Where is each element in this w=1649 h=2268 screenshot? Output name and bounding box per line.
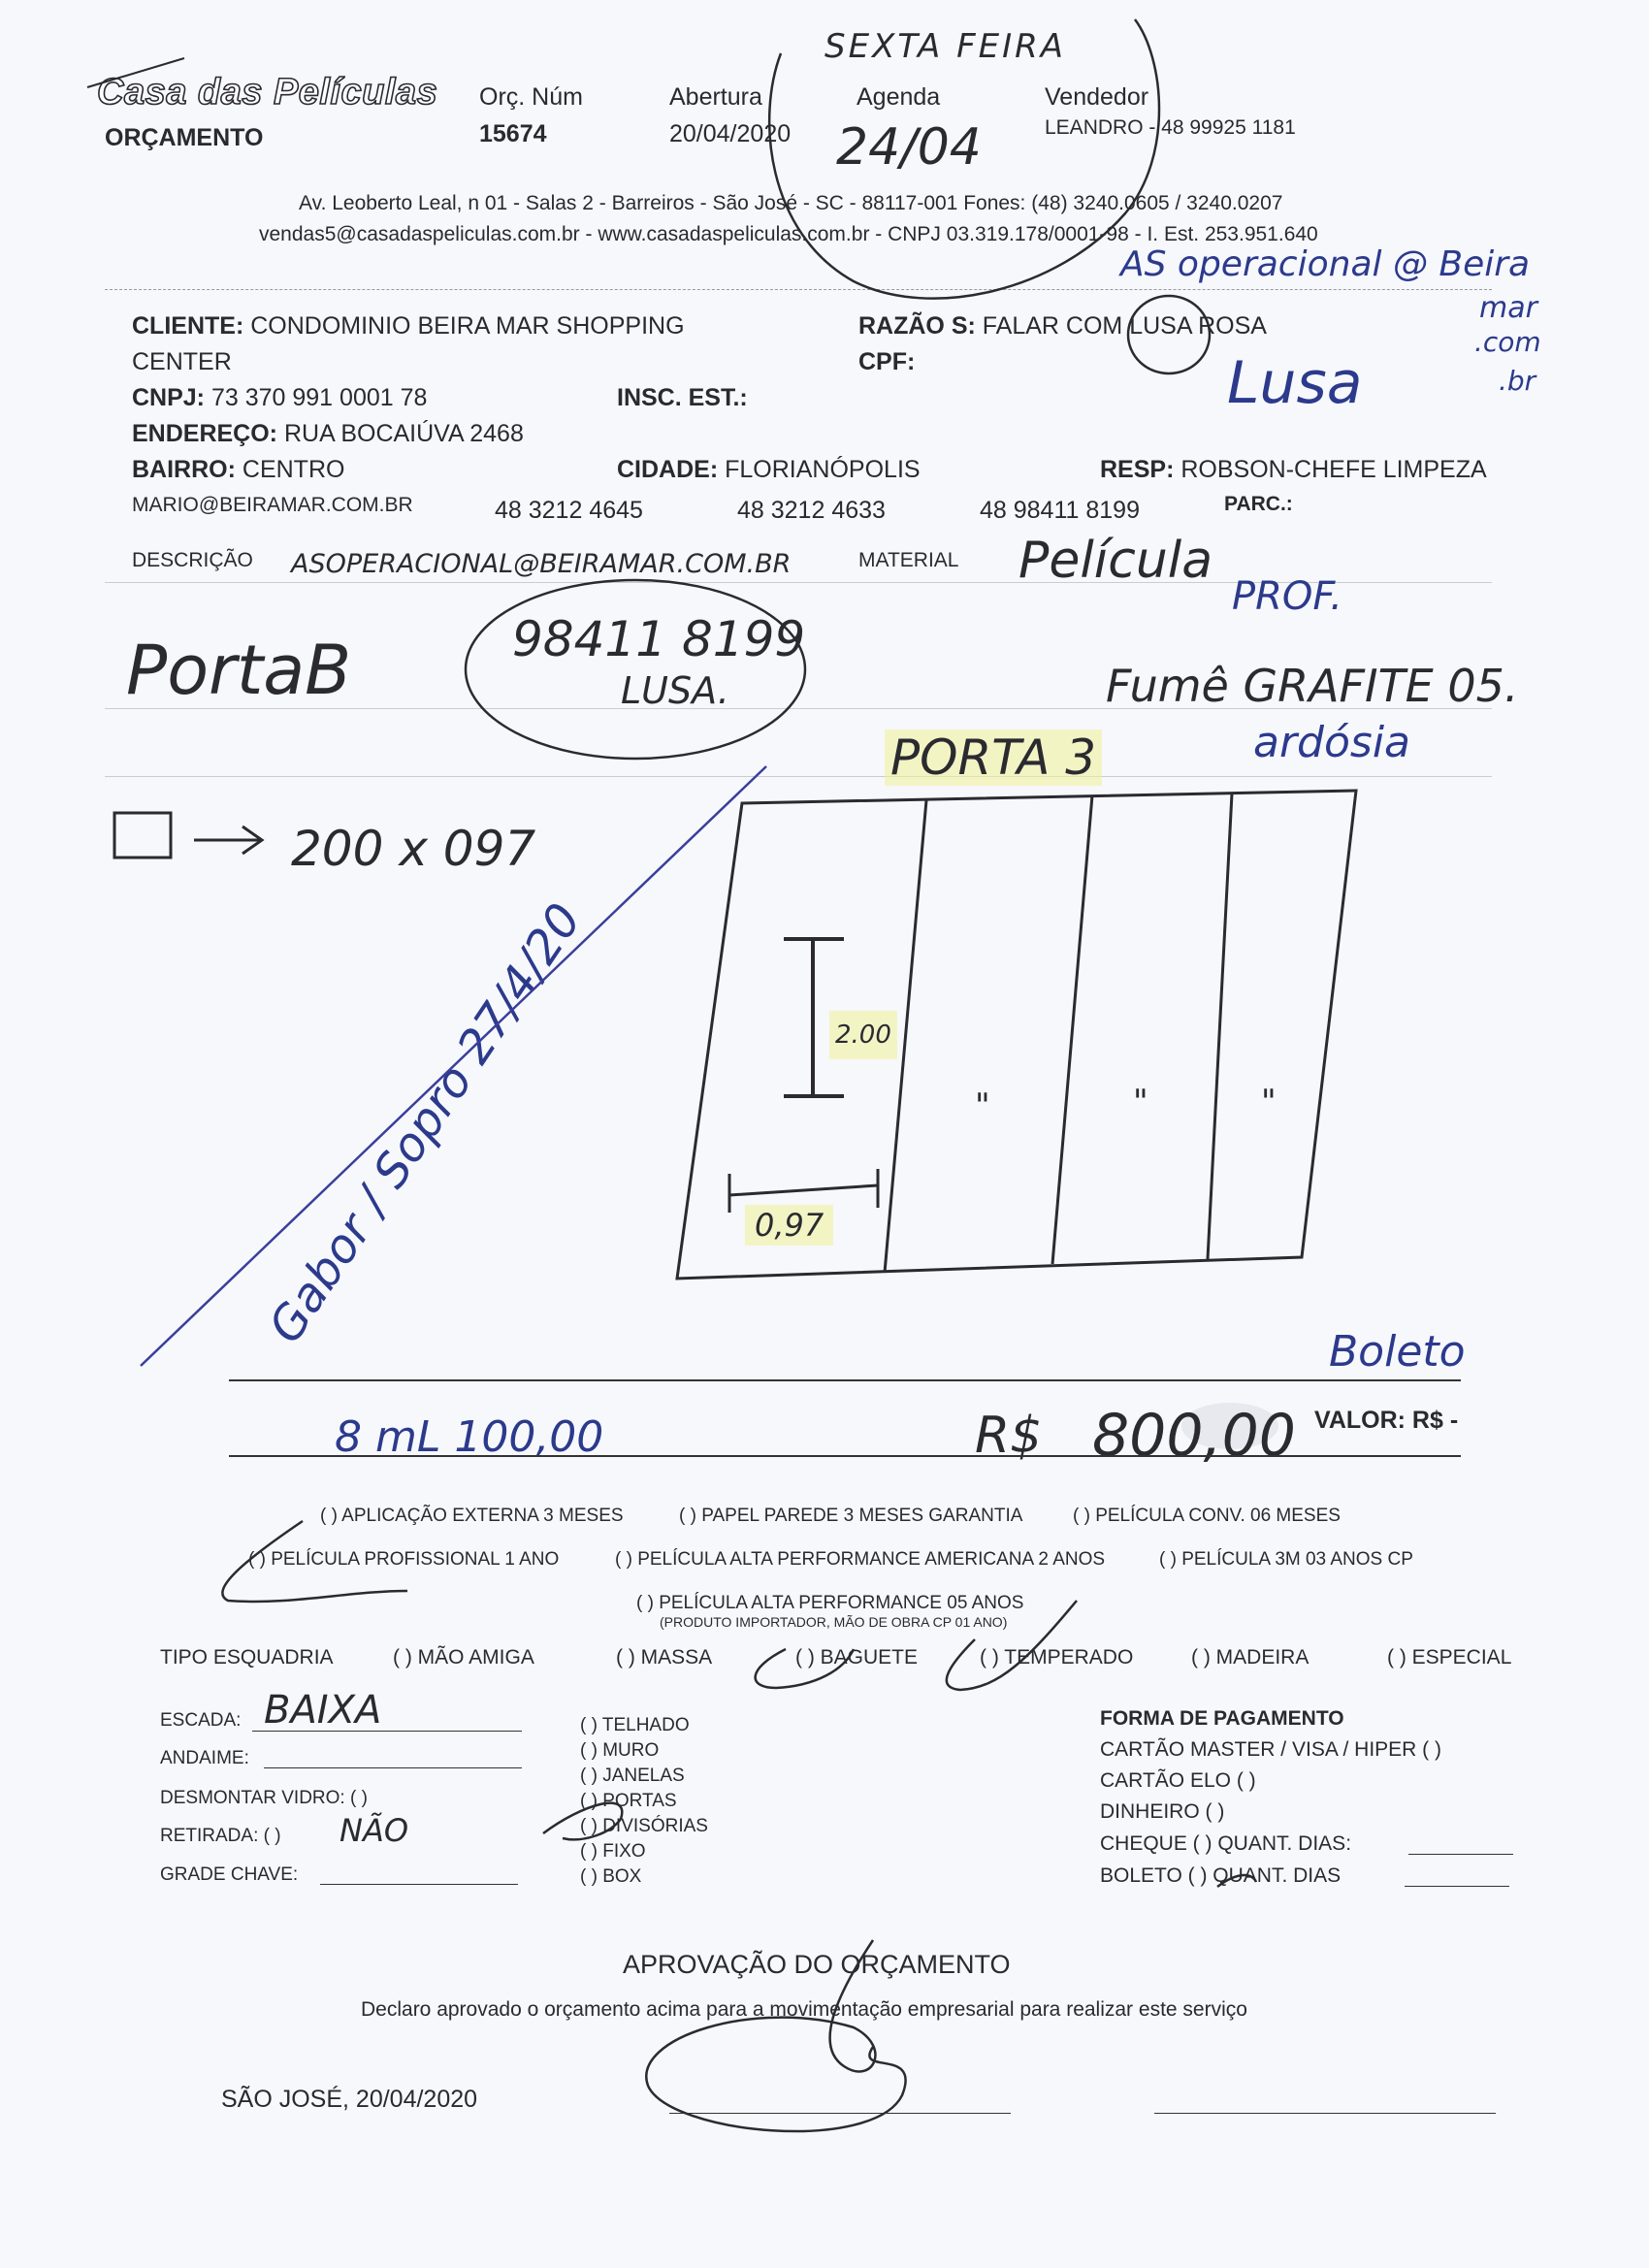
agenda-value: 24/04 bbox=[836, 118, 982, 177]
esquadria-especial[interactable]: ( ) ESPECIAL bbox=[1387, 1646, 1512, 1669]
hw-email-note-4: .br bbox=[1499, 365, 1536, 397]
hw-lusa: Lusa bbox=[1227, 349, 1363, 417]
hw-diagonal-note: Gabor / Sopro 27/4/20 bbox=[258, 893, 593, 1353]
hw-prof: PROF. bbox=[1232, 574, 1342, 619]
local-janelas[interactable]: ( ) JANELAS bbox=[580, 1766, 685, 1786]
hw-porta-b: PortaB bbox=[126, 631, 352, 710]
hw-ditto-2: " bbox=[1133, 1083, 1148, 1121]
material-label: MATERIAL bbox=[858, 549, 959, 571]
hw-boleto: Boleto bbox=[1329, 1327, 1466, 1377]
hw-height-mark: 2.00 bbox=[829, 1011, 897, 1059]
andaime-line[interactable] bbox=[264, 1767, 522, 1768]
hw-email-note-3: .com bbox=[1474, 326, 1541, 358]
retirada-label[interactable]: RETIRADA: ( ) bbox=[160, 1826, 281, 1846]
option-papel-parede[interactable]: ( ) PAPEL PAREDE 3 MESES GARANTIA bbox=[679, 1506, 1023, 1526]
cheque-dias-line[interactable] bbox=[1408, 1854, 1513, 1855]
orc-value: 15674 bbox=[479, 120, 547, 147]
payment-boleto[interactable]: BOLETO ( ) QUANT. DIAS bbox=[1100, 1864, 1342, 1887]
local-fixo[interactable]: ( ) FIXO bbox=[580, 1841, 646, 1862]
razao-value: FALAR COM LUSA ROSA bbox=[982, 312, 1267, 340]
andaime-label: ANDAIME: bbox=[160, 1748, 249, 1768]
cidade-label: CIDADE: bbox=[617, 456, 719, 483]
company-logo: Casa das Películas bbox=[97, 72, 438, 113]
email: MARIO@BEIRAMAR.COM.BR bbox=[132, 494, 413, 516]
parc-label: PARC.: bbox=[1224, 493, 1293, 515]
contact-line: vendas5@casadaspeliculas.com.br - www.casadaspeliculas.com.br - CNPJ 03.319.178/0001-98 - I. Est. 253.951.640 bbox=[259, 223, 1318, 245]
approval-declaration: Declaro aprovado o orçamento acima para a movimentação empresarial para realizar este serviço bbox=[361, 1998, 1247, 2021]
hw-dim: 200 x 097 bbox=[291, 821, 536, 877]
hw-retirada-value: NÃO bbox=[340, 1812, 409, 1849]
insc-label: INSC. EST.: bbox=[617, 384, 748, 411]
descricao-label: DESCRIÇÃO bbox=[132, 549, 253, 571]
agenda-label: Agenda bbox=[857, 83, 941, 111]
hw-width-mark: 0,97 bbox=[745, 1205, 833, 1246]
local-box[interactable]: ( ) BOX bbox=[580, 1866, 642, 1887]
escada-label: ESCADA: bbox=[160, 1710, 242, 1731]
esquadria-massa[interactable]: ( ) MASSA bbox=[616, 1646, 713, 1669]
hw-porta-3: PORTA 3 bbox=[885, 729, 1102, 786]
cnpj-label: CNPJ: bbox=[132, 384, 206, 411]
cnpj-value: 73 370 991 0001 78 bbox=[210, 384, 428, 411]
approval-title: APROVAÇÃO DO ORÇAMENTO bbox=[623, 1950, 1011, 1979]
option-pelicula-alta-05-note: (PRODUTO IMPORTADOR, MÃO DE OBRA CP 01 ANO) bbox=[660, 1614, 1008, 1630]
option-aplicacao[interactable]: ( ) APLICAÇÃO EXTERNA 3 MESES bbox=[320, 1506, 624, 1526]
place-date: SÃO JOSÉ, 20/04/2020 bbox=[221, 2086, 478, 2113]
doc-type: ORÇAMENTO bbox=[105, 124, 264, 151]
endereco-label: ENDEREÇO: bbox=[132, 420, 278, 447]
resp-label: RESP: bbox=[1100, 456, 1175, 483]
total-line-1 bbox=[229, 1379, 1461, 1381]
cliente-value: CONDOMINIO BEIRA MAR SHOPPING bbox=[250, 312, 685, 340]
hw-circle-phone: 98411 8199 bbox=[512, 611, 806, 667]
hw-rs: R$ bbox=[975, 1407, 1043, 1465]
hw-ditto-3: " bbox=[1261, 1083, 1277, 1121]
agenda-note: SEXTA FEIRA bbox=[824, 27, 1067, 66]
esquadria-temperado[interactable]: ( ) TEMPERADO bbox=[980, 1646, 1134, 1669]
payment-title: FORMA DE PAGAMENTO bbox=[1100, 1707, 1344, 1730]
esquadria-mao-amiga[interactable]: ( ) MÃO AMIGA bbox=[393, 1646, 534, 1669]
resp-value: ROBSON-CHEFE LIMPEZA bbox=[1180, 456, 1487, 483]
local-divisorias[interactable]: ( ) DIVISÓRIAS bbox=[580, 1816, 708, 1836]
hw-ardosia: ardósia bbox=[1253, 718, 1411, 767]
payment-cheque[interactable]: CHEQUE ( ) QUANT. DIAS: bbox=[1100, 1832, 1352, 1855]
payment-dinheiro[interactable]: DINHEIRO ( ) bbox=[1100, 1800, 1225, 1823]
hw-descricao-note: ASOPERACIONAL@BEIRAMAR.COM.BR bbox=[291, 549, 792, 579]
esquadria-baguete[interactable]: ( ) BAGUETE bbox=[795, 1646, 919, 1669]
local-portas[interactable]: ( ) PORTAS bbox=[580, 1791, 677, 1811]
signature-line-client[interactable] bbox=[669, 2113, 1011, 2114]
address-line: Av. Leoberto Leal, n 01 - Salas 2 - Barreiros - São José - SC - 88117-001 Fones: (48) 3240.0605 / 3240.0207 bbox=[299, 192, 1283, 214]
vendedor-label: Vendedor bbox=[1045, 83, 1149, 111]
payment-cartao-master[interactable]: CARTÃO MASTER / VISA / HIPER ( ) bbox=[1100, 1738, 1442, 1761]
phone-1: 48 3212 4645 bbox=[495, 497, 643, 524]
endereco-value: RUA BOCAIÚVA 2468 bbox=[283, 420, 524, 447]
local-telhado[interactable]: ( ) TELHADO bbox=[580, 1715, 690, 1735]
option-pelicula-alta-05[interactable]: ( ) PELÍCULA ALTA PERFORMANCE 05 ANOS bbox=[636, 1593, 1024, 1613]
valor-label: VALOR: R$ - bbox=[1314, 1407, 1459, 1434]
option-pelicula-conv[interactable]: ( ) PELÍCULA CONV. 06 MESES bbox=[1073, 1506, 1341, 1526]
option-pelicula-3m[interactable]: ( ) PELÍCULA 3M 03 ANOS CP bbox=[1159, 1549, 1413, 1570]
cpf-label: CPF: bbox=[858, 348, 916, 375]
grade-line[interactable] bbox=[320, 1884, 518, 1885]
phone-3: 48 98411 8199 bbox=[980, 497, 1140, 524]
phone-2: 48 3212 4633 bbox=[737, 497, 886, 524]
abertura-value: 20/04/2020 bbox=[669, 120, 792, 147]
esquadria-label: TIPO ESQUADRIA bbox=[160, 1646, 334, 1669]
option-pelicula-profissional[interactable]: ( ) PELÍCULA PROFISSIONAL 1 ANO bbox=[248, 1549, 560, 1570]
option-pelicula-alta-americana[interactable]: ( ) PELÍCULA ALTA PERFORMANCE AMERICANA 2 ANOS bbox=[615, 1549, 1106, 1570]
orc-label: Orç. Núm bbox=[479, 83, 583, 111]
cidade-value: FLORIANÓPOLIS bbox=[725, 456, 921, 483]
hw-email-note-1: AS operacional @ Beira bbox=[1120, 244, 1531, 284]
bairro-label: BAIRRO: bbox=[132, 456, 236, 483]
esquadria-madeira[interactable]: ( ) MADEIRA bbox=[1191, 1646, 1310, 1669]
hw-fume: Fumê GRAFITE 05. bbox=[1106, 660, 1519, 712]
payment-cartao-elo[interactable]: CARTÃO ELO ( ) bbox=[1100, 1769, 1256, 1792]
hw-total: 800,00 bbox=[1092, 1402, 1296, 1470]
hw-material-note: Película bbox=[1018, 532, 1213, 590]
hw-qty: 8 mL 100,00 bbox=[335, 1412, 604, 1462]
hw-ditto-1: " bbox=[975, 1086, 990, 1125]
cliente-value-2: CENTER bbox=[132, 348, 232, 375]
hw-email-note-2: mar bbox=[1479, 291, 1537, 325]
desmontar-label[interactable]: DESMONTAR VIDRO: ( ) bbox=[160, 1788, 368, 1808]
hw-escada-value: BAIXA bbox=[264, 1688, 382, 1733]
cliente-label: CLIENTE: bbox=[132, 312, 244, 340]
abertura-label: Abertura bbox=[669, 83, 762, 111]
bairro-value: CENTRO bbox=[242, 456, 345, 483]
vendedor-value: LEANDRO - 48 99925 1181 bbox=[1045, 116, 1296, 139]
total-line-2 bbox=[229, 1455, 1461, 1457]
grade-label: GRADE CHAVE: bbox=[160, 1864, 299, 1885]
razao-label: RAZÃO S: bbox=[858, 312, 976, 340]
hw-circle-name: LUSA. bbox=[621, 669, 729, 712]
boleto-dias-line[interactable] bbox=[1405, 1886, 1509, 1887]
local-muro[interactable]: ( ) MURO bbox=[580, 1740, 660, 1761]
signature-line-company[interactable] bbox=[1154, 2113, 1496, 2114]
